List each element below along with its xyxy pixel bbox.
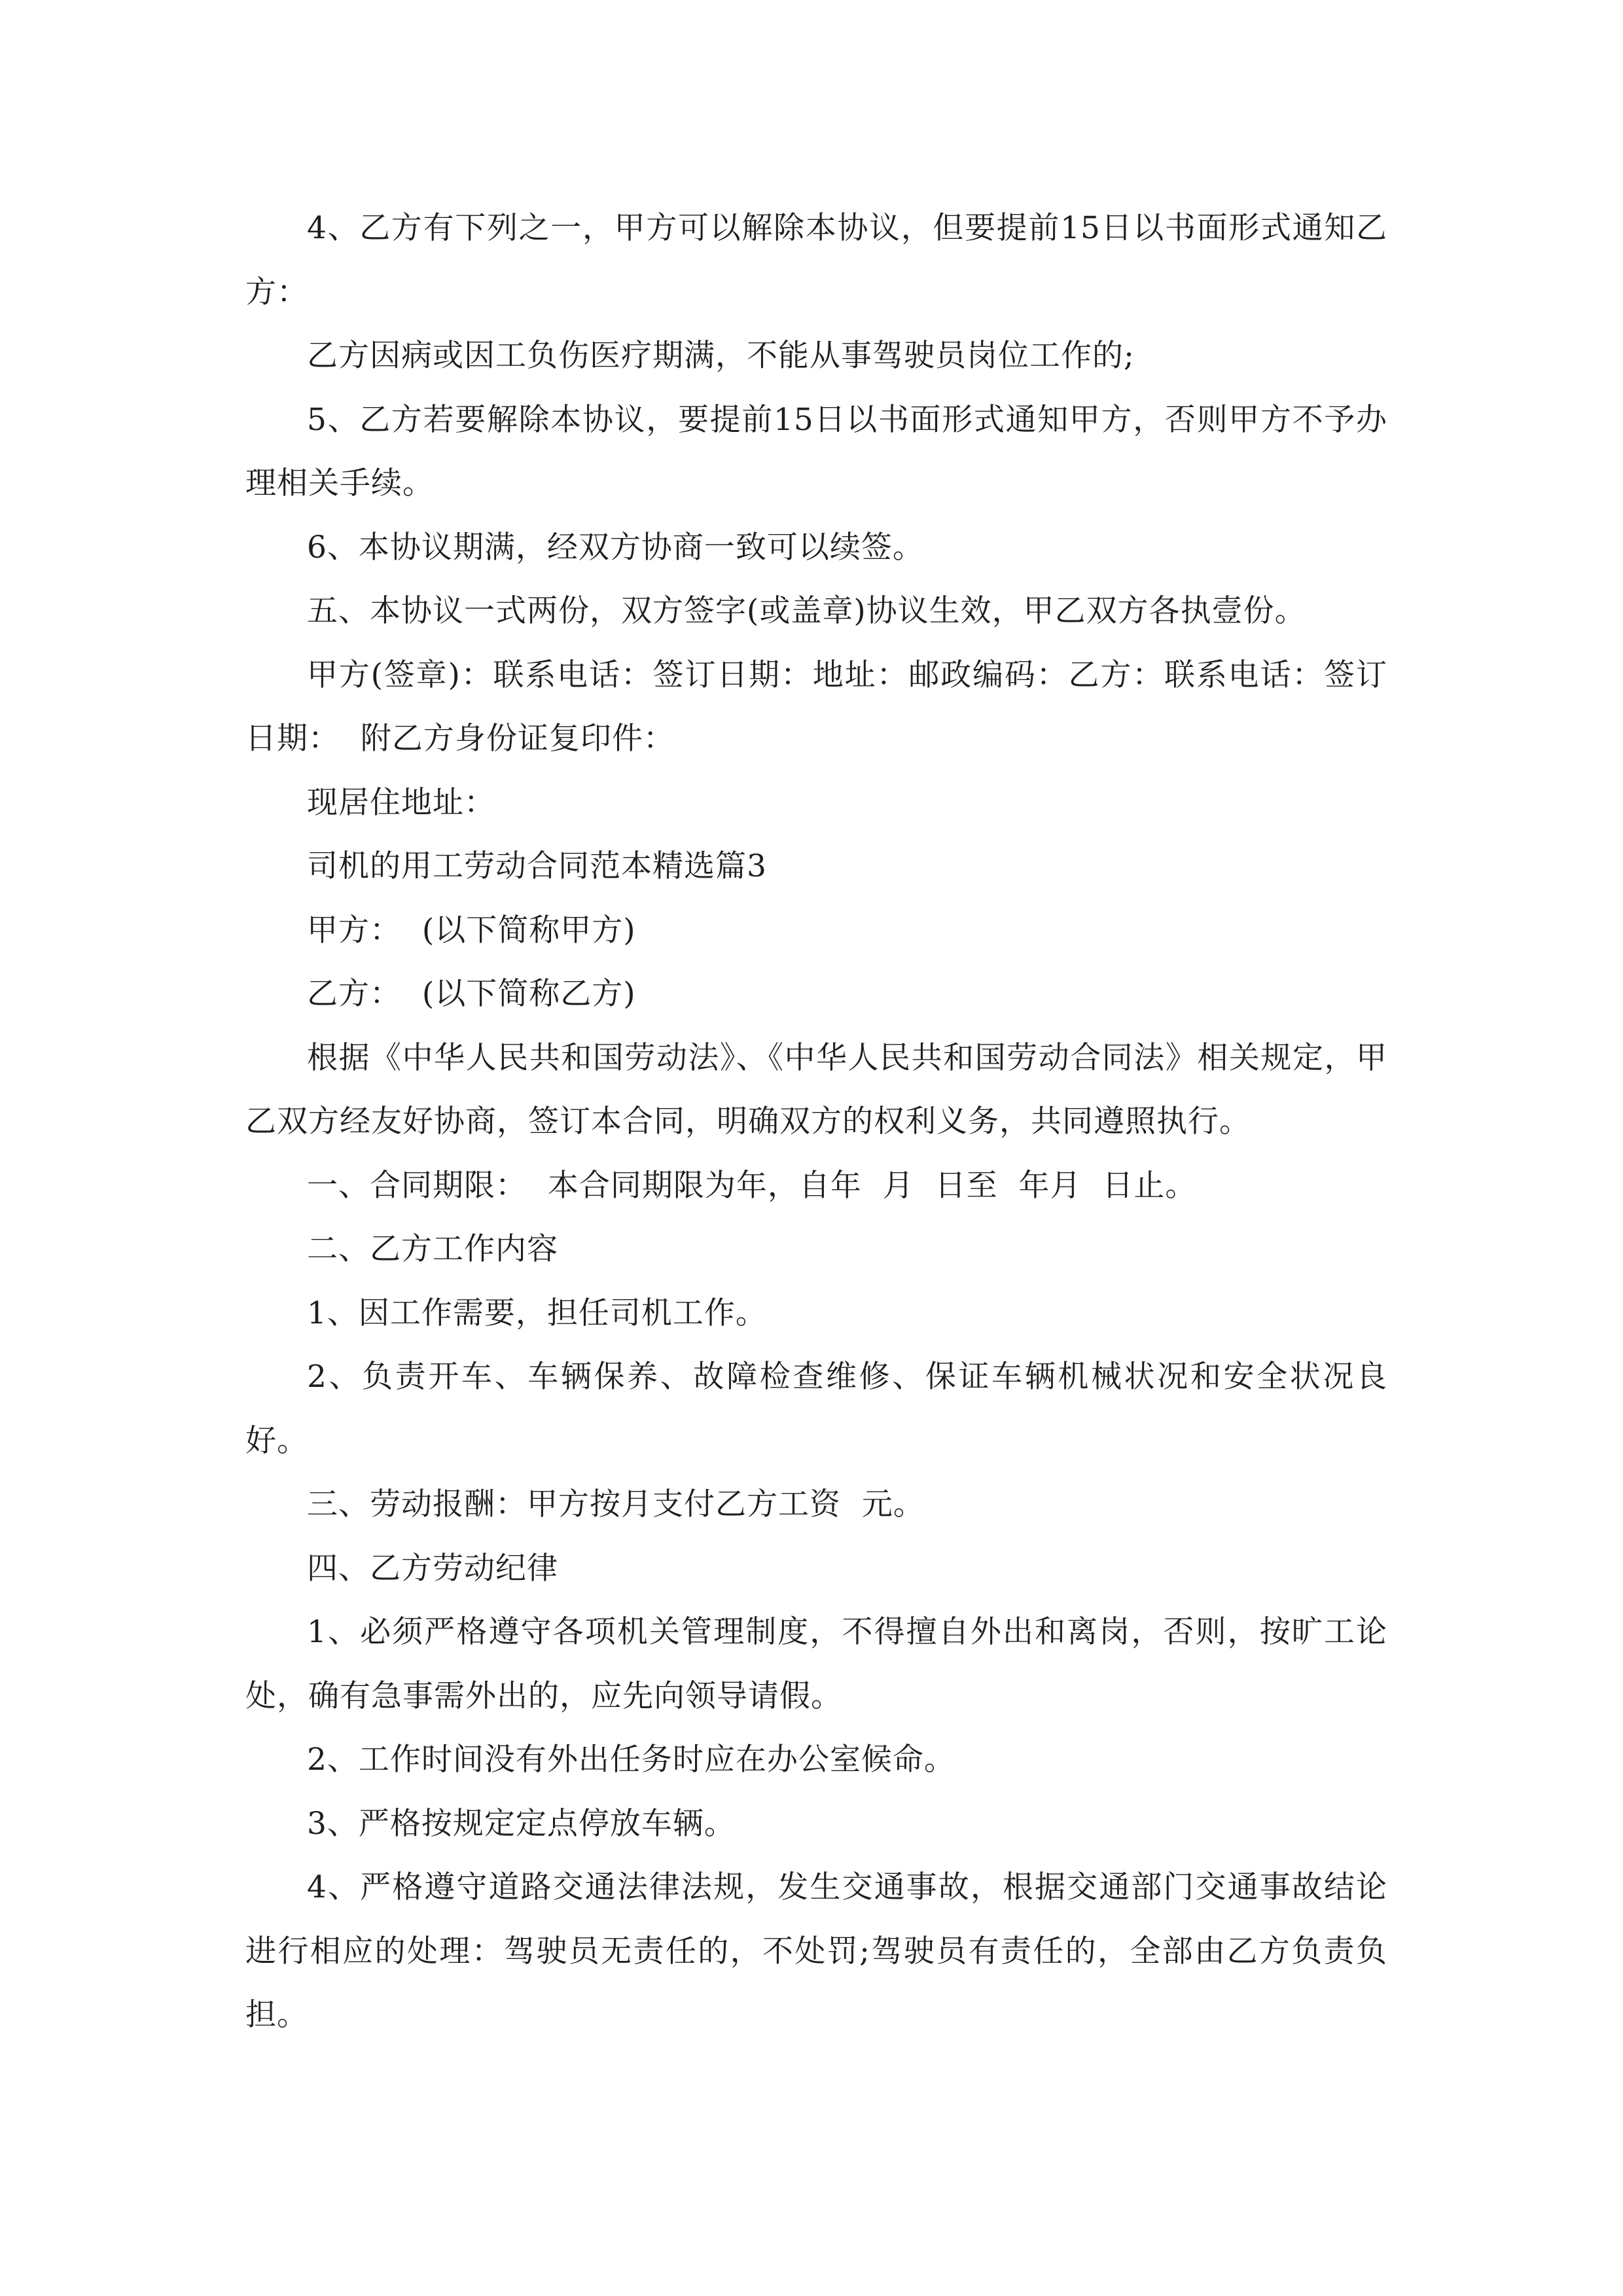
paragraph-current-address: 现居住地址：: [307, 784, 495, 821]
paragraph-management-rules: 1、必须严格遵守各项机关管理制度，不得擅自外出和离岗，否则，按旷工论处，确有急事需外出的，应先向领导请假。: [245, 1614, 1387, 1714]
paragraph-parking: 3、严格按规定定点停放车辆。: [307, 1805, 736, 1842]
paragraph-copies: 五、本协议一式两份，双方签字(或盖章)协议生效，甲乙双方各执壹份。: [307, 593, 1306, 629]
paragraph-party-b: 乙方： (以下简称乙方): [307, 976, 636, 1012]
paragraph-remuneration: 三、劳动报酬：甲方按月支付乙方工资 元。: [307, 1486, 925, 1522]
paragraph-termination-by-party-b: 5、乙方若要解除本协议，要提前15日以书面形式通知甲方，否则甲方不予办理相关手续。: [245, 401, 1387, 501]
heading-labor-discipline: 四、乙方劳动纪律: [307, 1550, 558, 1587]
paragraph-driver-duty: 1、因工作需要，担任司机工作。: [307, 1295, 767, 1331]
section-heading-sample-3: 司机的用工劳动合同范本精选篇3: [307, 848, 767, 884]
paragraph-illness-clause: 乙方因病或因工负伤医疗期满，不能从事驾驶员岗位工作的;: [307, 338, 1135, 374]
document-body: [245, 196, 1387, 2047]
paragraph-renewal: 6、本协议期满，经双方协商一致可以续签。: [307, 529, 924, 565]
paragraph-vehicle-maintenance: 2、负责开车、车辆保养、故障检查维修、保证车辆机械状况和安全状况良好。: [245, 1359, 1387, 1459]
paragraph-traffic-laws: 4、严格遵守道路交通法律法规，发生交通事故，根据交通部门交通事故结论进行相应的处理：驾驶员无责任的，不处罚;驾驶员有责任的，全部由乙方负责负担。: [245, 1869, 1387, 2033]
paragraph-legal-basis: 根据《中华人民共和国劳动法》、《中华人民共和国劳动合同法》相关规定，甲乙双方经友好协商，签订本合同，明确双方的权利义务，共同遵照执行。: [245, 1039, 1387, 1139]
paragraph-signature-fields: 甲方(签章)：联系电话：签订日期：地址：邮政编码：乙方：联系电话：签订日期： 附乙方身份证复印件：: [245, 656, 1387, 757]
paragraph-termination-by-party-a: 4、乙方有下列之一，甲方可以解除本协议，但要提前15日以书面形式通知乙方：: [245, 210, 1387, 310]
paragraph-contract-term: 一、合同期限： 本合同期限为年，自年 月 日至 年月 日止。: [307, 1167, 1197, 1204]
paragraph-standby: 2、工作时间没有外出任务时应在办公室候命。: [307, 1742, 955, 1778]
paragraph-party-a: 甲方： (以下简称甲方): [307, 912, 636, 948]
heading-work-content: 二、乙方工作内容: [307, 1231, 558, 1267]
